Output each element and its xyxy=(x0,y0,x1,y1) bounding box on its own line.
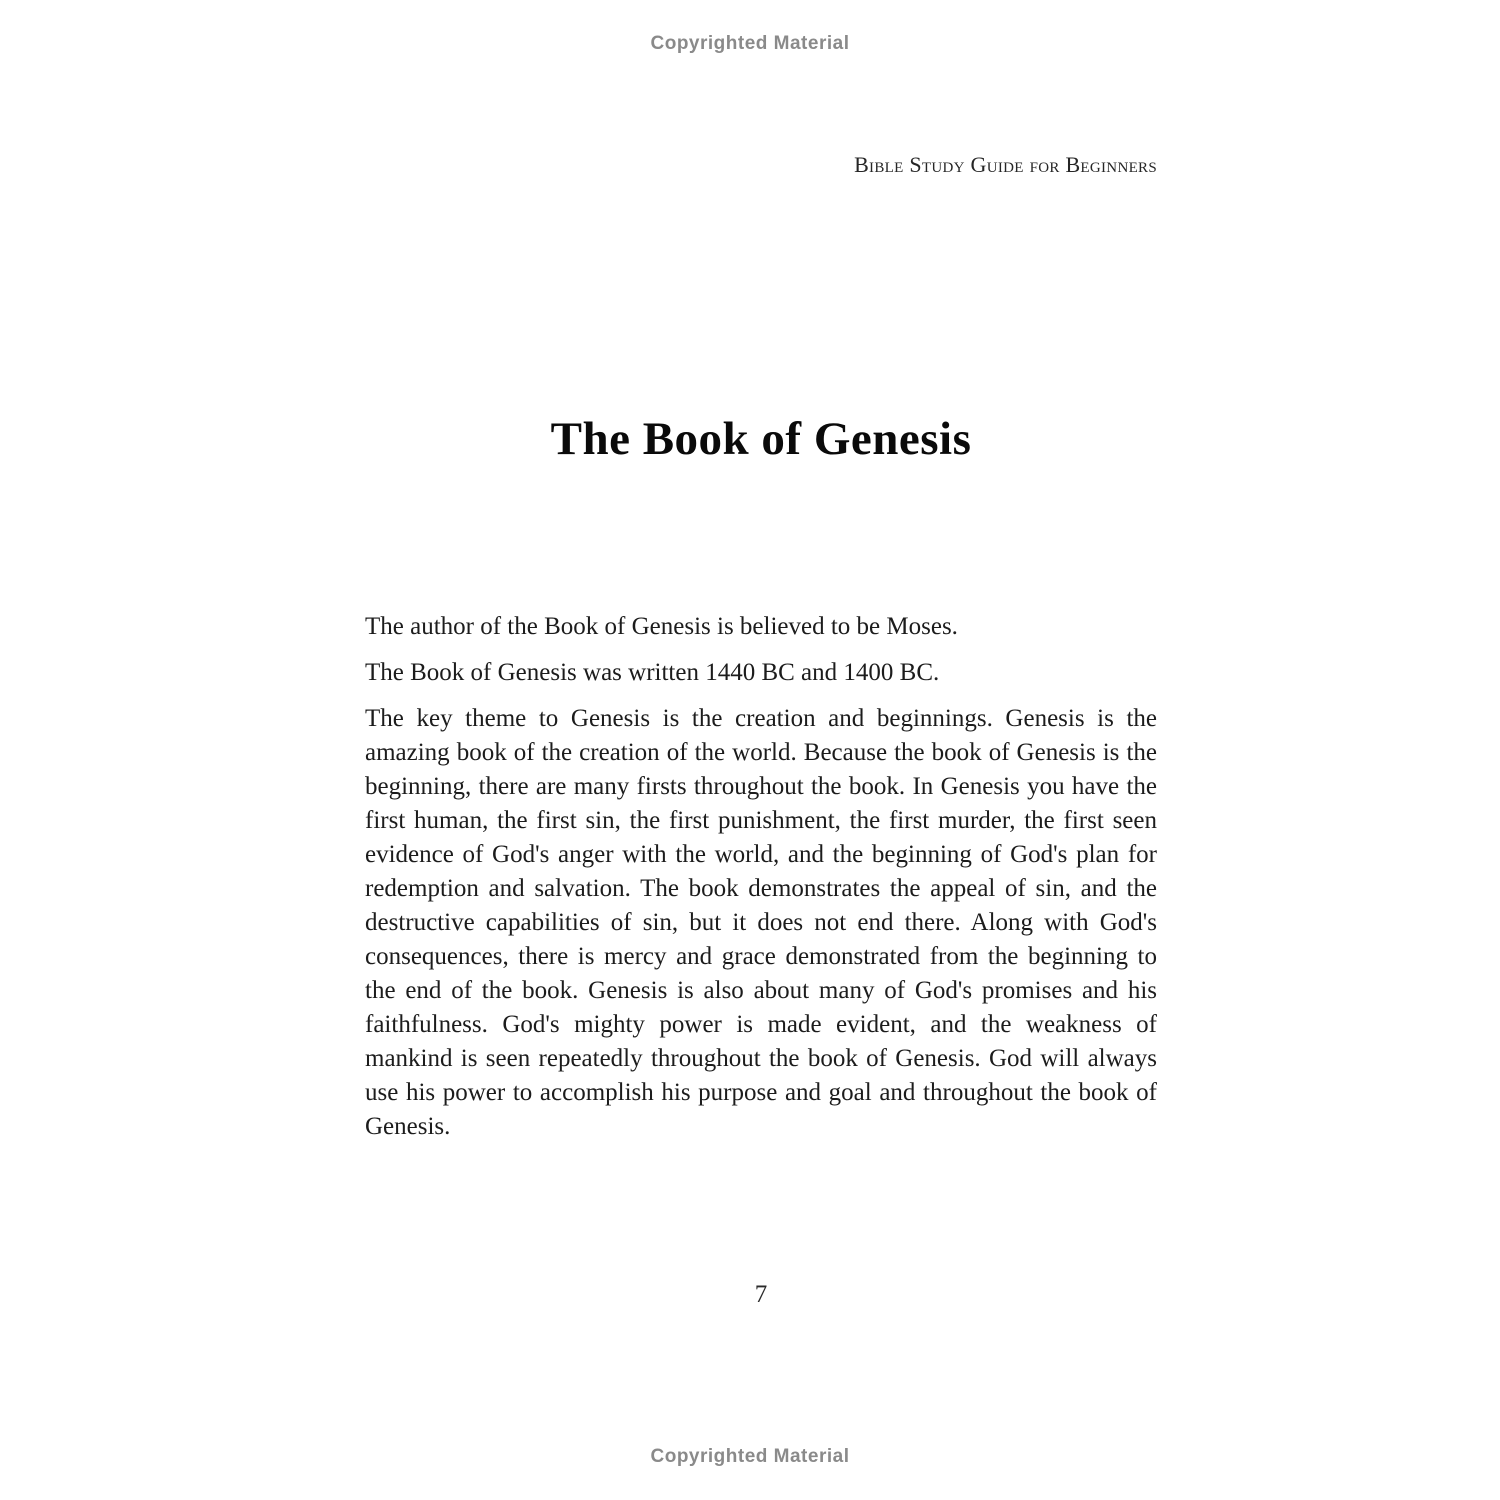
paragraph-date-written: The Book of Genesis was written 1440 BC and 1400 BC. xyxy=(365,659,940,686)
running-header: Bible Study Guide for Beginners xyxy=(854,152,1157,177)
body-text xyxy=(365,610,1157,1156)
text-column xyxy=(365,0,1157,1500)
paragraph-author: The author of the Book of Genesis is believed to be Moses. xyxy=(365,613,958,640)
copyright-notice-bottom: Copyrighted Material xyxy=(650,1446,850,1467)
paragraph-key-theme: The key theme to Genesis is the creation and beginnings. Genesis is the amazing book of the creation of the world. Because the book of Genesis is the beginning, there are many firsts throughout the book. In Genesis you have the first human, the first sin, the first punishment, the first murder, the first seen evidence of God's anger with the world, and the beginning of God's plan for redemption and salvation. The book demonstrates the appeal of sin, and the destructive capabilities of sin, but it does not end there. Along with God's consequences, there is mercy and grace demonstrated from the beginning to the end of the book. Genesis is also about many of God's promises and his faithfulness. God's mighty power is made evident, and the weakness of mankind is seen repeatedly throughout the book of Genesis. God will always use his power to accomplish his purpose and goal and throughout the book of Genesis. xyxy=(365,705,1157,1140)
page-number: 7 xyxy=(754,1281,768,1308)
copyright-notice-top: Copyrighted Material xyxy=(650,33,850,54)
page-title: The Book of Genesis xyxy=(550,413,972,465)
